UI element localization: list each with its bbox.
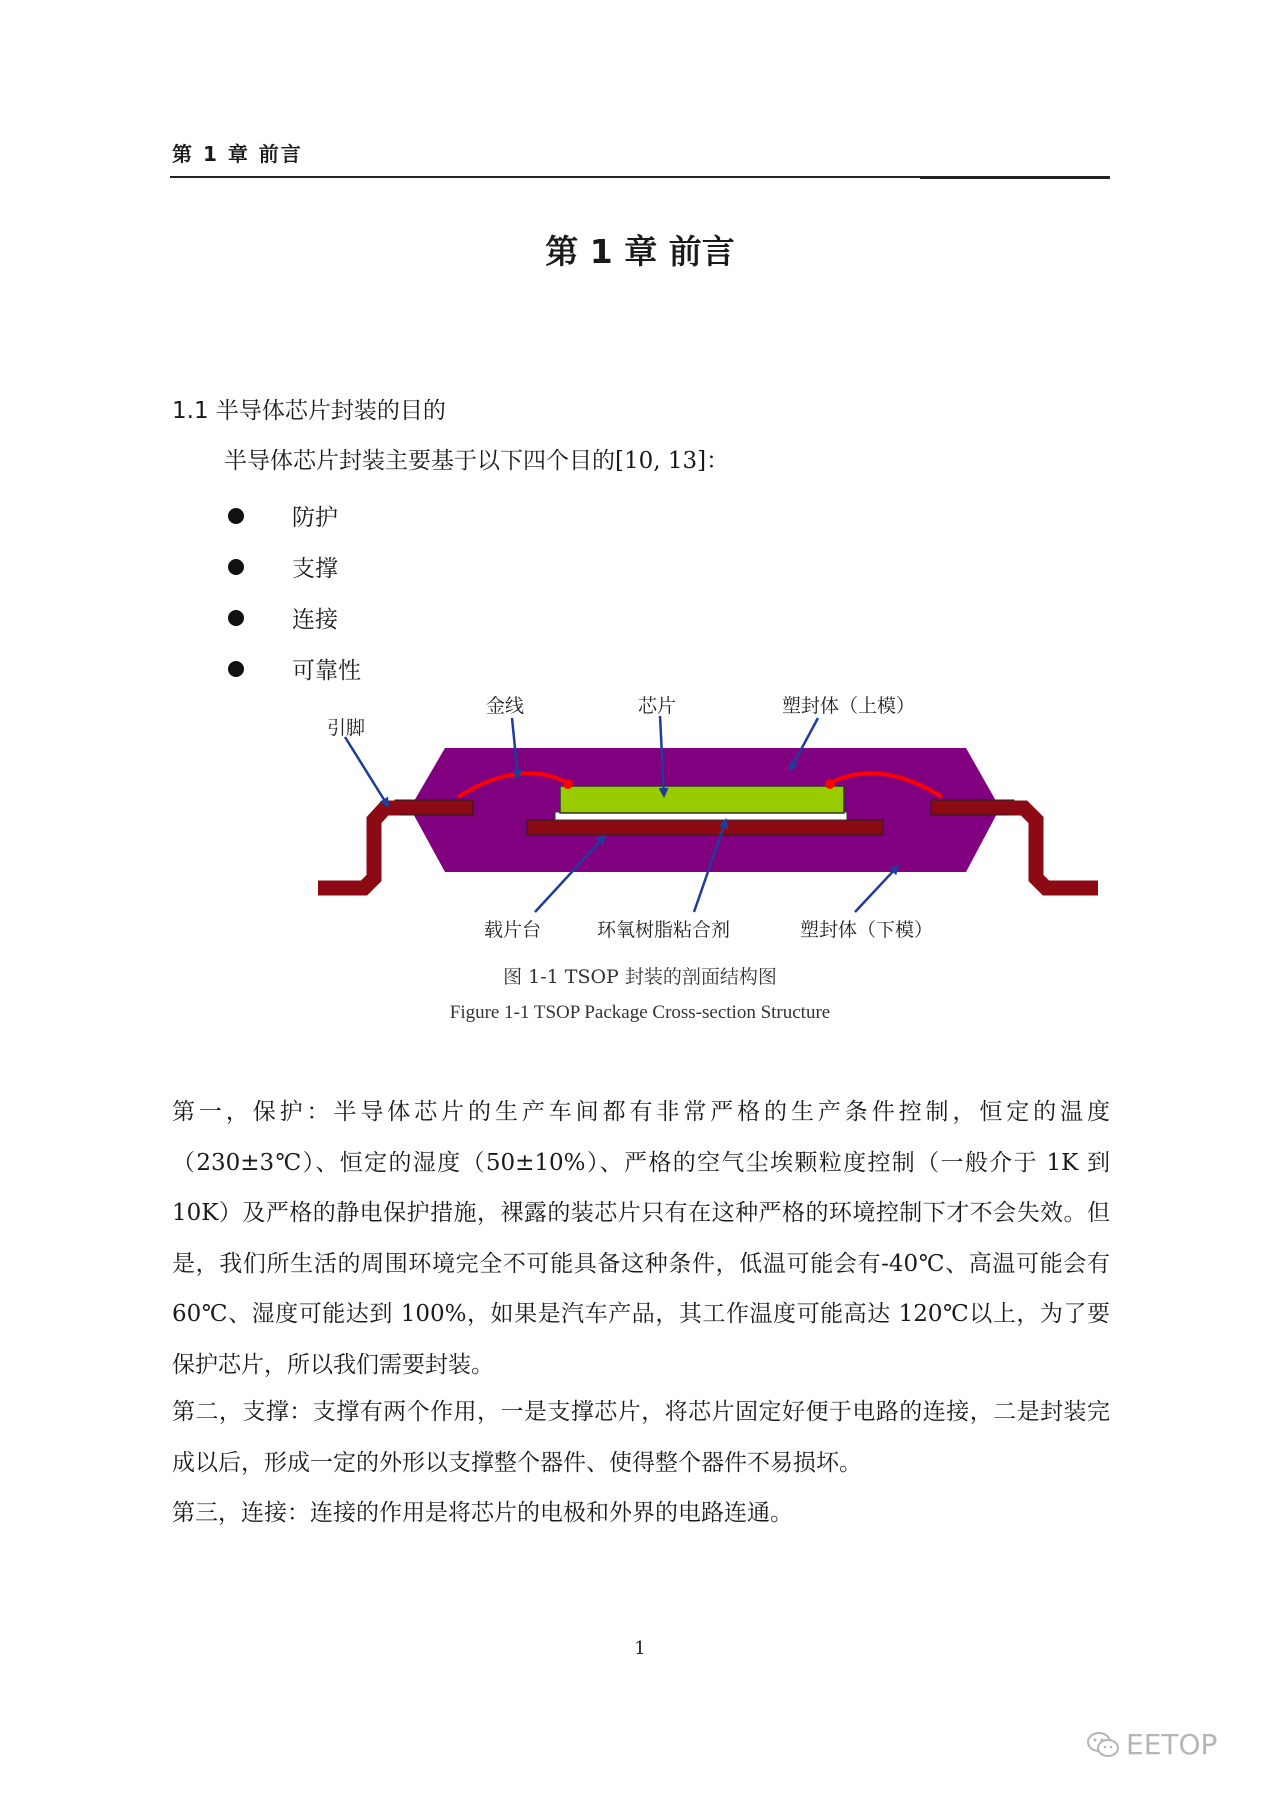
paragraph-protection: 第一，保护：半导体芯片的生产车间都有非常严格的生产条件控制，恒定的温度（230±3℃）、恒定的湿度（50±10%）、严格的空气尘埃颗粒度控制（一般介于 1K 到 10K）及严格的静电保护措施，裸露的装芯片只有在这种严格的环境控制下才不会失效。但是，我们所生活的周围环境完全不可能具备这种条件，低温可能会有-40℃、高温可能会有 60℃、湿度可能达到 100%，如果是汽车产品，其工作温度可能高达 120℃以上，为了要保护芯片，所以我们需要封装。 — [172, 1099, 1110, 1378]
bullet-icon — [228, 610, 244, 626]
inner-lead-left — [395, 800, 473, 815]
paragraph-support: 第二，支撑：支撑有两个作用，一是支撑芯片，将芯片固定好便于电路的连接，二是封装完成以后，形成一定的外形以支撑整个器件、使得整个器件不易损坏。 — [172, 1399, 1110, 1476]
purpose-list — [228, 490, 361, 694]
list-item: 防护 — [228, 490, 361, 541]
arrow-lead — [345, 737, 388, 806]
label-mold-upper: 塑封体（上模） — [782, 695, 916, 717]
watermark-text: EETOP — [1126, 1728, 1218, 1761]
label-epoxy: 环氧树脂粘合剂 — [597, 919, 731, 941]
inner-lead-right — [931, 800, 1014, 815]
wire-bond-right — [825, 779, 835, 789]
label-chip: 芯片 — [638, 695, 677, 717]
outer-lead-left — [318, 808, 400, 888]
list-item: 支撑 — [228, 541, 361, 592]
label-lead: 引脚 — [327, 717, 366, 739]
header-rule-thick — [920, 176, 1110, 179]
die-pad — [527, 820, 883, 835]
chapter-title: 第 1 章 前言 — [545, 232, 735, 271]
bullet-icon — [228, 559, 244, 575]
wire-bond-left — [563, 779, 573, 789]
paragraph-connection: 第三，连接：连接的作用是将芯片的电极和外界的电路连通。 — [172, 1500, 793, 1526]
outer-lead-right — [1010, 808, 1098, 888]
running-header: 第 1 章 前言 — [172, 142, 303, 166]
label-mold-lower: 塑封体（下模） — [800, 919, 934, 941]
list-item: 连接 — [228, 592, 361, 643]
wechat-icon — [1086, 1731, 1120, 1759]
bullet-icon — [228, 508, 244, 524]
figure-caption-cn: 图 1-1 TSOP 封装的剖面结构图 — [503, 966, 777, 988]
section-heading: 1.1 半导体芯片封装的目的 — [172, 398, 446, 424]
label-die-pad: 载片台 — [484, 919, 542, 941]
page-number: 1 — [634, 1638, 646, 1659]
figure-caption-en: Figure 1-1 TSOP Package Cross-section Structure — [449, 1002, 831, 1023]
tsop-cross-section-diagram — [0, 680, 1280, 970]
chip — [560, 786, 844, 813]
bullet-icon — [228, 661, 244, 677]
list-item: 可靠性 — [228, 643, 361, 694]
watermark — [1086, 1728, 1217, 1761]
section-intro: 半导体芯片封装主要基于以下四个目的[10, 13]： — [224, 448, 730, 474]
arrow-mold-lower — [855, 866, 898, 912]
label-gold-wire: 金线 — [486, 695, 525, 717]
